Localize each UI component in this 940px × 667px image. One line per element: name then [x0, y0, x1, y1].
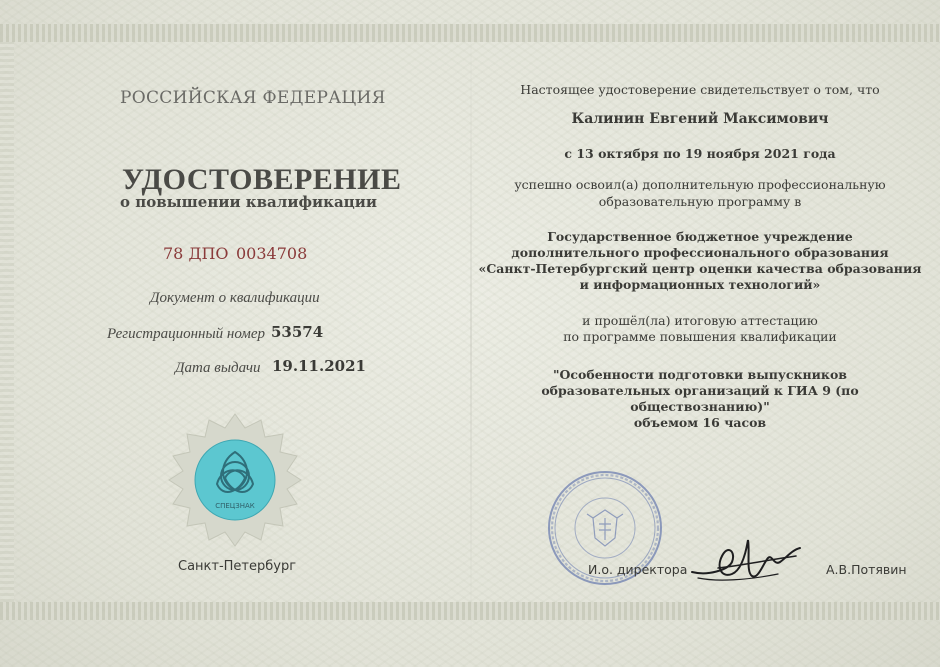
attestation-line-1: и прошёл(ла) итоговую аттестацию	[582, 313, 818, 328]
attestation-line-2: по программе повышения квалификации	[563, 329, 837, 344]
issue-date: 19.11.2021	[272, 357, 366, 375]
program-hours: объемом 16 часов	[633, 415, 767, 430]
director-signature	[688, 532, 808, 592]
person-name: Калинин Евгений Максимович	[571, 111, 829, 127]
program-line-2: образовательных организаций к ГИА 9 (по	[541, 383, 859, 398]
signatory-role: И.о. директора	[588, 562, 688, 577]
registration-label: Регистрационный номер	[107, 326, 266, 342]
serial-number: 0034708	[236, 244, 308, 263]
coat-of-arms-icon	[587, 510, 623, 546]
study-period: с 13 октября по 19 ноября 2021 года	[564, 146, 836, 161]
institution-line-1: Государственное бюджетное учреждение	[547, 229, 853, 244]
program-line-3: обществознанию)"	[630, 399, 770, 414]
document-subtitle: о повышении квалификации	[120, 193, 377, 211]
document-type: Документ о квалификации	[150, 290, 320, 306]
registration-number: 53574	[271, 323, 324, 341]
completed-line-1: успешно освоил(а) дополнительную профессиональную	[514, 177, 886, 192]
institution-line-3: «Санкт-Петербургский центр оценки качества образования	[478, 261, 922, 276]
completed-line-2: образовательную программу в	[598, 194, 802, 209]
serial-prefix: 78 ДПО	[163, 244, 229, 263]
city: Санкт-Петербург	[178, 559, 297, 574]
country-name: РОССИЙСКАЯ ФЕДЕРАЦИЯ	[120, 88, 386, 108]
program-line-1: "Особенности подготовки выпускников	[553, 367, 847, 382]
hologram-text: СПЕЦЗНАК	[215, 502, 255, 510]
institution-line-4: и информационных технологий»	[579, 277, 821, 292]
hologram-seal	[165, 410, 305, 550]
issue-date-label: Дата выдачи	[175, 360, 261, 376]
guilloche-border-left	[0, 42, 14, 602]
document-title: УДОСТОВЕРЕНИЕ	[122, 163, 402, 196]
intro-text: Настоящее удостоверение свидетельствует о том, что	[520, 82, 880, 97]
signatory-name: А.В.Потявин	[826, 562, 907, 577]
institution-line-2: дополнительного профессионального образования	[511, 245, 889, 260]
